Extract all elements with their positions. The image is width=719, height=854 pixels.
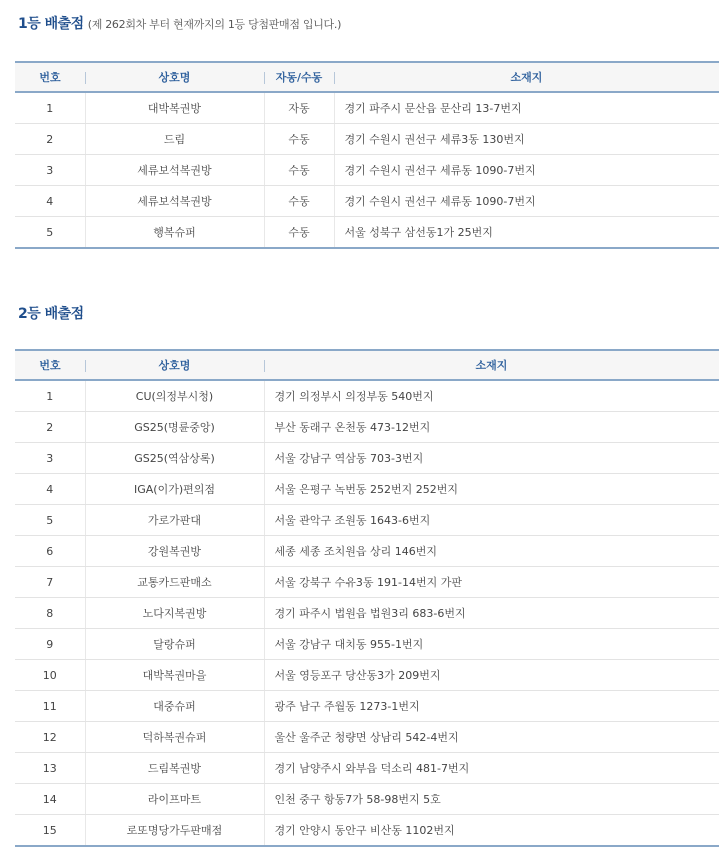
selection-mode: 수동	[264, 155, 334, 186]
shop-address: 울산 울주군 청량면 상남리 542-4번지	[264, 722, 719, 753]
column-header-number: 번호	[15, 62, 85, 92]
shop-address: 인천 중구 항동7가 58-98번지 5호	[264, 784, 719, 815]
row-number: 2	[15, 412, 85, 443]
shop-address: 서울 강북구 수유3동 191-14번지 가판	[264, 567, 719, 598]
shop-address: 경기 의정부시 의정부동 540번지	[264, 380, 719, 412]
table-row	[15, 92, 719, 124]
shop-name: 대박복권마을	[85, 660, 264, 691]
row-number: 10	[15, 660, 85, 691]
table-row	[15, 155, 719, 186]
table-header-row	[15, 62, 719, 92]
table-row	[15, 474, 719, 505]
table-row	[15, 380, 719, 412]
row-number: 5	[15, 217, 85, 249]
row-number: 5	[15, 505, 85, 536]
shop-name: 달랑슈퍼	[85, 629, 264, 660]
shop-name: 로또명당가두판매점	[85, 815, 264, 847]
shop-name: 교통카드판매소	[85, 567, 264, 598]
shop-name: IGA(이가)편의점	[85, 474, 264, 505]
column-header-shop: 상호명	[85, 350, 264, 380]
column-header-mode: 자동/수동	[264, 62, 334, 92]
section-title-text: 1등 배출점	[18, 16, 84, 32]
row-number: 11	[15, 691, 85, 722]
row-number: 9	[15, 629, 85, 660]
table-row	[15, 124, 719, 155]
shop-address: 서울 관악구 조원동 1643-6번지	[264, 505, 719, 536]
shop-name: 대박복권방	[85, 92, 264, 124]
row-number: 8	[15, 598, 85, 629]
row-number: 2	[15, 124, 85, 155]
table-row	[15, 505, 719, 536]
table-row	[15, 186, 719, 217]
column-header-address: 소재지	[334, 62, 719, 92]
shop-name: GS25(역삼상록)	[85, 443, 264, 474]
shop-name: 가로가판대	[85, 505, 264, 536]
section-note: (제 262회차 부터 현재까지의 1등 당첨판매점 입니다.)	[87, 18, 342, 31]
shop-address: 경기 파주시 법원읍 법원3리 683-6번지	[264, 598, 719, 629]
row-number: 1	[15, 380, 85, 412]
shop-name: 노다지복권방	[85, 598, 264, 629]
selection-mode: 수동	[264, 217, 334, 249]
shop-address: 경기 수원시 권선구 세류동 1090-7번지	[334, 186, 719, 217]
row-number: 6	[15, 536, 85, 567]
column-header-number: 번호	[15, 350, 85, 380]
table-row	[15, 815, 719, 847]
shop-name: 라이프마트	[85, 784, 264, 815]
shop-address: 서울 은평구 녹번동 252번지 252번지	[264, 474, 719, 505]
shop-name: 세류보석복권방	[85, 155, 264, 186]
shop-name: 행복슈퍼	[85, 217, 264, 249]
row-number: 15	[15, 815, 85, 847]
shop-address: 경기 파주시 문산읍 문산리 13-7번지	[334, 92, 719, 124]
column-header-address: 소재지	[264, 350, 719, 380]
row-number: 12	[15, 722, 85, 753]
section-title-first-prize	[18, 13, 341, 33]
table-row	[15, 443, 719, 474]
table-row	[15, 722, 719, 753]
row-number: 3	[15, 443, 85, 474]
shop-address: 경기 남양주시 와부읍 덕소리 481-7번지	[264, 753, 719, 784]
row-number: 4	[15, 474, 85, 505]
table-row	[15, 598, 719, 629]
shop-name: GS25(명륜중앙)	[85, 412, 264, 443]
table-row	[15, 753, 719, 784]
second-prize-table	[15, 349, 719, 847]
row-number: 14	[15, 784, 85, 815]
table-row	[15, 691, 719, 722]
section-title-second-prize	[18, 303, 84, 323]
table-header-row	[15, 350, 719, 380]
column-header-shop: 상호명	[85, 62, 264, 92]
shop-name: CU(의정부시청)	[85, 380, 264, 412]
shop-name: 대중슈퍼	[85, 691, 264, 722]
shop-address: 서울 성북구 삼선동1가 25번지	[334, 217, 719, 249]
table-row	[15, 629, 719, 660]
table-row	[15, 784, 719, 815]
shop-address: 부산 동래구 온천동 473-12번지	[264, 412, 719, 443]
selection-mode: 자동	[264, 92, 334, 124]
shop-address: 광주 남구 주월동 1273-1번지	[264, 691, 719, 722]
shop-name: 드림	[85, 124, 264, 155]
row-number: 13	[15, 753, 85, 784]
shop-address: 서울 영등포구 당산동3가 209번지	[264, 660, 719, 691]
row-number: 1	[15, 92, 85, 124]
shop-address: 서울 강남구 역삼동 703-3번지	[264, 443, 719, 474]
shop-name: 드림복권방	[85, 753, 264, 784]
shop-address: 경기 수원시 권선구 세류동 1090-7번지	[334, 155, 719, 186]
selection-mode: 수동	[264, 124, 334, 155]
table-row	[15, 412, 719, 443]
row-number: 4	[15, 186, 85, 217]
table-row	[15, 567, 719, 598]
shop-address: 세종 세종 조치원읍 상리 146번지	[264, 536, 719, 567]
shop-address: 경기 안양시 동안구 비산동 1102번지	[264, 815, 719, 847]
table-row	[15, 660, 719, 691]
section-title-text: 2등 배출점	[18, 306, 84, 322]
first-prize-table	[15, 61, 719, 249]
table-row	[15, 536, 719, 567]
row-number: 3	[15, 155, 85, 186]
table-row	[15, 217, 719, 249]
shop-address: 서울 강남구 대치동 955-1번지	[264, 629, 719, 660]
shop-name: 세류보석복권방	[85, 186, 264, 217]
shop-name: 강원복권방	[85, 536, 264, 567]
shop-name: 덕하복권슈퍼	[85, 722, 264, 753]
shop-address: 경기 수원시 권선구 세류3동 130번지	[334, 124, 719, 155]
selection-mode: 수동	[264, 186, 334, 217]
row-number: 7	[15, 567, 85, 598]
